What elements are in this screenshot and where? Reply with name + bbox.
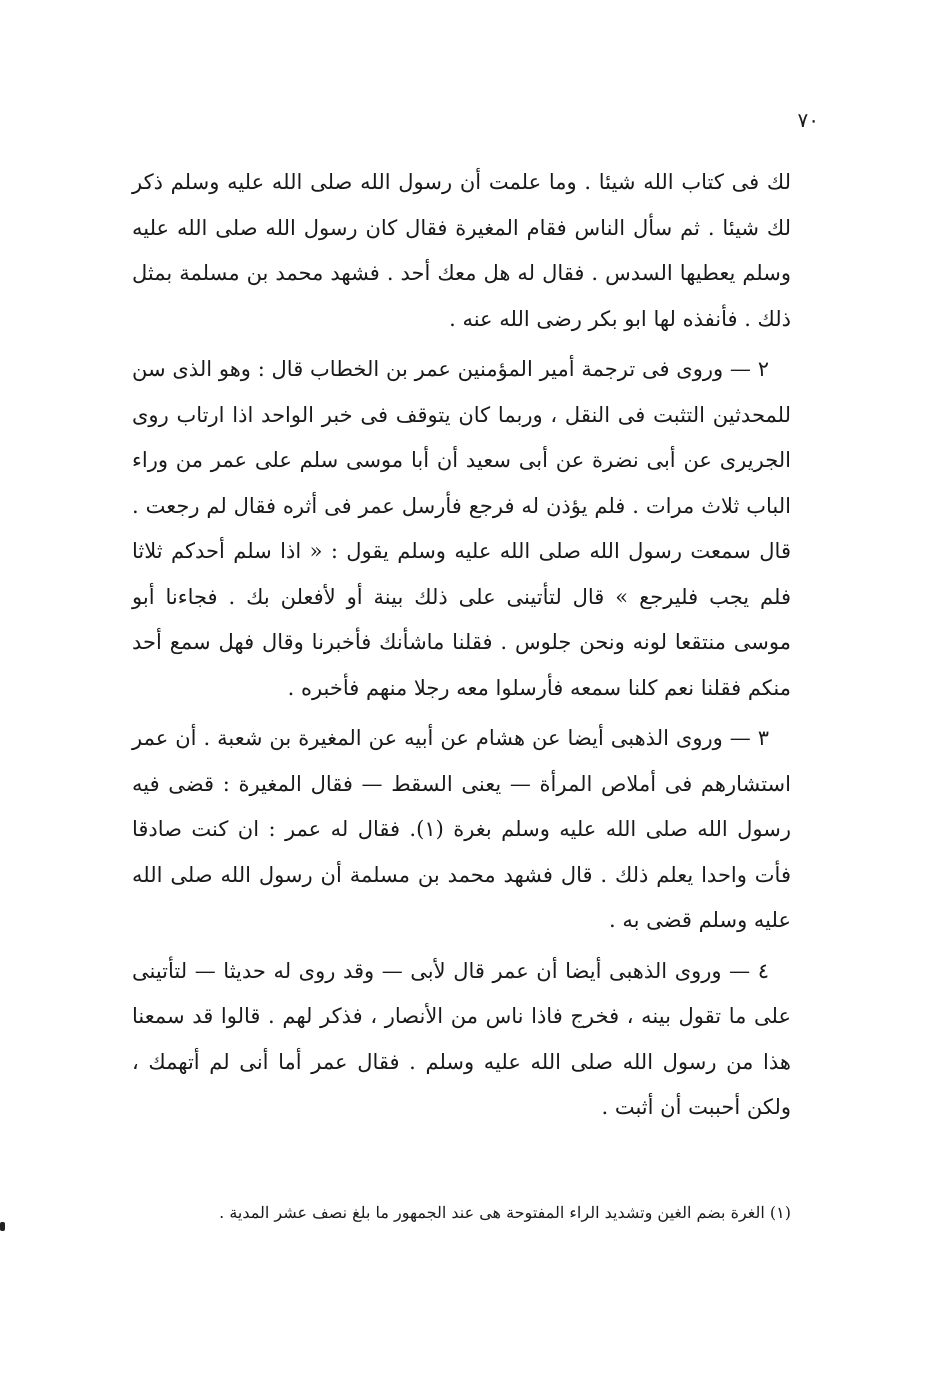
paragraph-4: ٤ — وروى الذهبى أيضا أن عمر قال لأبى — وقد روى له حديثا — لتأتينى على ما تقول بينه ، فخرج فاذا ناس من الأنصار ، فذكر لهم . قالوا قد سمعنا هذا من رسول الله صلى الله عليه وسلم . فقال عمر أما أنى لم أتهمك ، ولكن أحببت أن أثبت . <box>132 958 791 1119</box>
scan-margin-mark <box>0 1222 5 1231</box>
body-text <box>132 160 791 1136</box>
paragraph-2: ٢ — وروى فى ترجمة أمير المؤمنين عمر بن الخطاب قال : وهو الذى سن للمحدثين التثبت فى النقل ، وربما كان يتوقف فى خبر الواحد اذا ارتاب روى الجريرى عن أبى نضرة عن أبى سعيد أن أبا موسى سلم على عمر من وراء الباب ثلاث مرات . فلم يؤذن له فرجع فأرسل عمر فى أثره فقال لم رجعت . قال سمعت رسول الله صلى الله عليه وسلم يقول : « اذا سلم أحدكم ثلاثا فلم يجب فليرجع » قال لتأتينى على ذلك بينة أو لأفعلن بك . فجاءنا أبو موسى منتقعا لونه ونحن جلوس . فقلنا ماشأنك فأخبرنا وقال فهل سمع أحد منكم فقلنا نعم كلنا سمعه فأرسلوا معه رجلا منهم فأخبره . <box>132 357 791 700</box>
footnote: (١) الغرة بضم الغين وتشديد الراء المفتوحة هى عند الجمهور ما بلغ نصف عشر المدية . <box>219 1203 791 1222</box>
paragraph-3: ٣ — وروى الذهبى أيضا عن هشام عن أبيه عن المغيرة بن شعبة . أن عمر استشارهم فى أملاص المرأة — يعنى السقط — فقال المغيرة : قضى فيه رسول الله صلى الله عليه وسلم بغرة (١). فقال له عمر : ان كنت صادقا فأت واحدا يعلم ذلك . قال فشهد محمد بن مسلمة أن رسول الله صلى الله عليه وسلم قضى به . <box>132 726 792 932</box>
paragraph-1: لك فى كتاب الله شيئا . وما علمت أن رسول الله صلى الله عليه وسلم ذكر لك شيئا . ثم سأل الناس فقام المغيرة فقال كان رسول الله صلى الله عليه وسلم يعطيها السدس . فقال له هل معك أحد . فشهد محمد بن مسلمة بمثل ذلك . فأنفذه لها ابو بكر رضى الله عنه . <box>132 170 791 331</box>
page-number: ٧٠ <box>797 108 819 132</box>
